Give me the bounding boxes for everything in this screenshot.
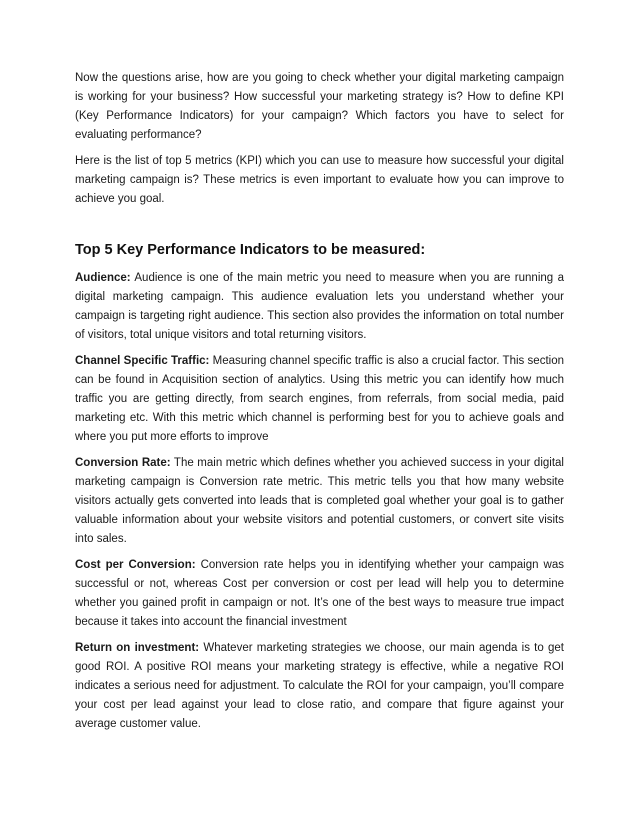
kpi-paragraph-channel-traffic bbox=[75, 352, 564, 447]
intro-paragraph: Here is the list of top 5 metrics (KPI) which you can use to measure how successful your digital marketing campaign is? These metrics is even important to evaluate how you can improve to achieve you goal. bbox=[75, 155, 564, 205]
kpi-description: Audience is one of the main metric you need to measure when you are running a digital marketing campaign. This audience evaluation lets you understand whether your campaign is targeting right audience. This section also provides the information on total number of visitors, total unique visitors and total returning visitors. bbox=[75, 272, 564, 341]
kpi-description: Conversion rate helps you in identifying whether your campaign was successful or not, whereas Cost per conversion or cost per lead will help you to determine whether you gained profit in campaign or not. It’s one of the best ways to measure true impact because it takes into account the financial investment bbox=[75, 559, 564, 628]
kpi-paragraph-cost-per-conversion bbox=[75, 556, 564, 632]
intro-paragraph: Now the questions arise, how are you going to check whether your digital marketing campaign is working for your business? How successful your marketing strategy is? How to define KPI (Key Performance Indicators) for your campaign? Which factors you have to select for evaluating performance? bbox=[75, 72, 564, 141]
kpi-term: Channel Specific Traffic: bbox=[75, 355, 210, 367]
document-page bbox=[75, 69, 564, 741]
kpi-term: Cost per Conversion: bbox=[75, 559, 196, 571]
kpi-term: Conversion Rate: bbox=[75, 457, 171, 469]
kpi-description: Measuring channel specific traffic is also a crucial factor. This section can be found in Acquisition section of analytics. Using this metric you can identify how much traffic you are getting directly, from search engines, from referrals, from social media, paid marketing etc. With this metric which channel is performing best for you to achieve goals and where you put more efforts to improve bbox=[75, 355, 564, 443]
kpi-paragraph-audience bbox=[75, 269, 564, 345]
section-heading: Top 5 Key Performance Indicators to be measured: bbox=[75, 242, 426, 258]
kpi-description: The main metric which defines whether you achieved success in your digital marketing campaign is Conversion rate metric. This metric tells you that how many website visitors actually gets converted into leads that is completed goal whether your goal is to gather valuable information about your website visitors and potential customers, or convert site visits into sales. bbox=[75, 457, 564, 545]
kpi-term: Audience: bbox=[75, 272, 131, 284]
kpi-term: Return on investment: bbox=[75, 642, 200, 654]
kpi-description: Whatever marketing strategies we choose, our main agenda is to get good ROI. A positive ROI means your marketing strategy is effective, while a negative ROI indicates a serious need for adjustment. To calculate the ROI for your campaign, you’ll compare your cost per lead against your lead to close ratio, and compare that figure against your average customer value. bbox=[75, 642, 564, 730]
kpi-paragraph-conversion-rate bbox=[75, 454, 564, 549]
kpi-paragraph-roi bbox=[75, 639, 564, 734]
